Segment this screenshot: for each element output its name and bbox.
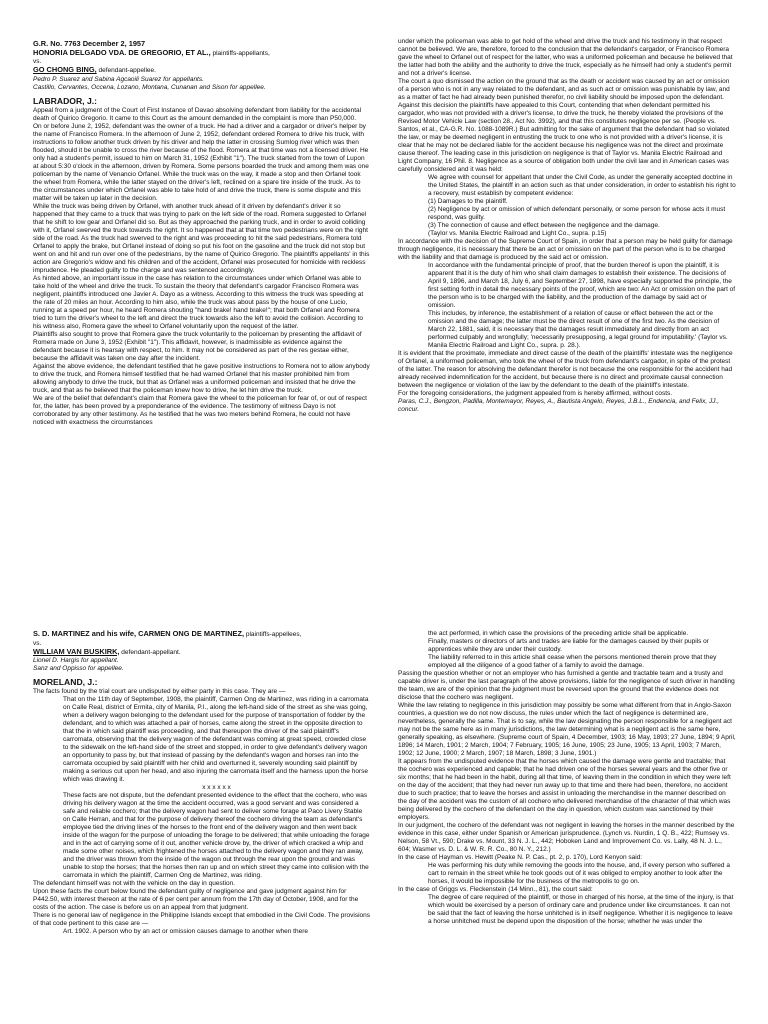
case2-quote-code (398, 630, 736, 670)
case2-paragraph: The facts found by the trial court are undisputed by either party in this case. They are — (33, 688, 286, 696)
case2-defendant-role: defendant-appellant. (119, 648, 181, 656)
quote-line: (3) The connection of cause and effect between the negligence and the damage. (428, 222, 660, 229)
quote-ellipsis: x x x x x x (202, 784, 231, 792)
case2-plaintiffs: S. D. MARTINEZ and his wife, CARMEN ONG DE MARTINEZ, (33, 630, 245, 638)
page2-right-column (398, 630, 736, 1024)
case1-header: G.R. No. 7763 December 2, 1957 (33, 40, 146, 48)
case2-quote-facts (33, 696, 370, 880)
case1-defendant-line (33, 66, 370, 76)
case1-counsel-appellee: Castillo, Cervantes, Occena, Lozano, Montana, Cunanan and Sison for appellee. (33, 83, 266, 91)
case1-paragraph: On or before June 2, 1952, defendant was the owner of a truck. He had a driver and a cargador or driver's helper by the name of Francisco Romera. In the afternoon of June 2, 1952, defendant ordered Romera to drive his truck, with instructions to follow another truck driven by his driver and help the latter in crossing Sumlog river which was then flooded, should it be unable to cross the river because of the flood. Romera at that time was not a licensed driver. He only had a student's permit, issued to him on March 31, 1952 (Exhibit "1"). The truck started from the town of Lupon at about 5:30 o'clock in the afternoon, driven by Romera. Some persons boarded the truck and among them was one policeman by the name of Venancio Orfanel. While the truck was on the way, it made a stop and then Orfanel took the wheel from Romera, while the latter stayed on the driver's left, reclined on a spare tire inside of the truck. As to the circumstances under which Orfanel was able to take hold of and drive the truck, there is some dispute and this matter will be taken up later in the decision. (33, 122, 369, 202)
case1-paragraph: It is evident that the proximate, immediate and direct cause of the death of the plaintiffs' intestate was the negligence of Orfanel, a uniformed policeman, who took the wheel of the truck from defendant's cargador, in spite of the protest of the latter. The reason for absolving the defendant therefor is not because the one responsible for the accident had already received indemnification for the accident, but because there is no direct and proximate causal connection between the negligence or violation of the law by the defendant to the death of the plaintiff's intestate. (398, 350, 733, 389)
case2-defendant: WILLIAM VAN BUSKIRK, (33, 646, 120, 656)
page1-right-column (398, 38, 736, 512)
case2-paragraph: Upon these facts the court below found the defendant guilty of negligence and gave judgment against him for P442.50, with interest thereon at the rate of 6 per cent per annum from the 17th day of October, 1908, and for the costs of the action. The case is before us on an appeal from that judgment. (33, 888, 359, 912)
case1-conclusion: For the foregoing considerations, the judgment appealed from is hereby affirmed, without costs. (398, 390, 673, 397)
quote-line: the act performed, in which case the provisions of the preceding article shall be applicable. (428, 630, 689, 637)
case2-paragraph: In our judgment, the cochero of the defendant was not negligent in leaving the horses in the manner described by the evidence in this case, either under Spanish or American jurisprudence. (Lynch vs. Nurdin, 1 Q. B., 422; Rumsey vs. Nelson, 58 Vt., 590; Drake vs. Mount, 33 N. J. L., 442; Hoboken Land and Improvement Co. vs. Lally, 48 N. J. L., 604; Wasmer vs. D. L. & W. R. R. Co., 80 N. Y., 212.) (398, 822, 735, 853)
case1-paragraph: Appeal from a judgment of the Court of First Instance of Davao absolving defendant from liability for the accidental death of Quirico Gregorio. It came to this Court as the amount demanded in the complaint is more than P50,000. (33, 106, 362, 122)
quote-line: (1) Damages to the plaintiff. (428, 198, 508, 205)
quote-line: Finally, masters or directors of arts and trades are liable for the damages caused by their pupils or apprentices while they are under their custody. (428, 638, 709, 653)
case2-defendant-line (33, 648, 370, 658)
case2-paragraph: It appears from the undisputed evidence that the horses which caused the damage were gentle and tractable; that the cochero was experienced and capable; that he had driven one of the horses several years and the other five or six months; that he had been in the habit, during all that time, of leaving them in the condition in which they were left on the day of the accident; that they had never run away up to that time and there had been, therefore, no accident due to such practice; that to leave the horses and assist in unloading the merchandise in the manner described on the day of the accident was the custom of all cochero who delivered merchandise of the character of that which was being delivered by the cochero of the defendant on the day in question, which custom was sanctioned by their employers. (398, 758, 731, 821)
quote-line: This includes, by inference, the establishment of a relation of cause or effect between the act or the omission and the damage; the latter must be the direct result of one of the first two. As the decision of March 22, 1881, said, it is necessary that the damages result immediately and directly from an act performed culpably and wrongfully; 'necessarily presupposing, a legal ground for imputability.' (Taylor vs. Manila Electric Railroad and Light Co., supra. p. 28.). (428, 310, 728, 349)
case2-justice: MORELAND, J.: (33, 677, 98, 688)
case2-quote-kenyon: He was performing his duty while removing the goods into the house, and, if every person who suffered a cart to remain in the street while he took goods out of it was obliged to employ another to look after the horses, it would be impossible for the business of the metropolis to go on. (428, 862, 730, 885)
case1-quote-taylor (398, 174, 736, 238)
quote-line: These facts are not dispute, but the defendant presented evidence to the effect that the cochero, who was driving his delivery wagon at the time the accident occurred, was a good servant and was considered a safe and reliable cochero; that the delivery wagon had sent to deliver some forage at Paco Livery Stable on Calle Herran, and that for the purpose of delivery thereof the cochero driving the team as defendant's employee tied the driving lines of the horses to the front end of the delivery wagon and then went back inside of the wagon for the purpose of unloading the forage to be delivered; that while unloading the forage and in the act of carrying some of it out, another vehicle drove by, the driver of which cracked a whip and made some other noises, which frightened the horses attached to the delivery wagon and they ran away, and the driver was thrown from the inside of the wagon out through the rear upon the ground and was unable to stop the horses; that the horses then ran up and on which street they came into collision with the carromata in which the plaintiff, Carmen Ong de Martinez, was riding. (63, 792, 370, 880)
case1-quote-spain (398, 262, 736, 350)
case2-title (33, 630, 370, 640)
case1-justice: LABRADOR, J.: (33, 95, 97, 106)
quote-line: We agree with counsel for appellant that under the Civil Code, as under the generally accepted doctrine in the United States, the plaintiff in an action such as that under consideration, in order to establish his right to a recovery, must establish by competent evidence: (428, 174, 736, 197)
case1-paragraph: Against the above evidence, the defendant testified that he gave positive instructions to Romera not to allow anybody to drive the truck, and Romera himself testified that he had warned Orfanel that his master prohibited him from allowing anybody to drive the truck, but that as Orfanel was a uniformed policeman and insisted that he drive the truck, and that as he believed that the policeman knew how to drive, he let him drive the truck. (33, 362, 370, 394)
case1-defendant-role: defendant-appellee. (96, 67, 156, 75)
case1-counsel-appellants: Pedro P. Suarez and Sabina Agcaoili Suarez for appellants. (33, 75, 204, 83)
case2-paragraph: There is no general law of negligence in the Philippine Islands except that embodied in the Civil Code. The provisions of that code pertinent to this case are — (33, 912, 370, 928)
case1-paragraph: We are of the belief that defendant's claim that Romera gave the wheel to the policeman for fear of, or out of respect for, the latter, has been proved by a preponderance of the evidence. The testimony of witness Dayo is not corroborated by any other testimony. As he testified that he was two meters behind Romera, he could not have noticed with exactness the circumstances (33, 394, 367, 426)
case1-concurrence: Paras, C.J., Bengzon, Padilla, Montemayor, Reyes, A., Bautista Angelo, Reyes, J.B.L., Endencia, and Felix, JJ., concur. (398, 398, 720, 413)
case1-paragraph: under which the policeman was able to get hold of the wheel and drive the truck and his testimony in that respect cannot be believed. We are, therefore, forced to the conclusion that the defendant's cargador, or Francisco Romera gave the wheel to Orfanel out of respect for the latter, who was a uniformed policeman and because he believed that the latter had both the ability and the authority to drive the truck, especially as he himself had only a student's permit and not a driver's license. (398, 38, 733, 77)
case1-defendant: GO CHONG BING, (33, 65, 97, 75)
case2-vs: vs. (33, 639, 42, 647)
case1-paragraph: While the truck was being driven by Orfanel, with another truck ahead of it driven by defendant's driver it so happened that they came to a truck that was trying to park on the left side of the road. Romera suggested to Orfanel that he shift to low gear and Orfanel did so. But as they approached the parking truck, and in order to avoid colliding with it, Orfanel swerved the truck towards the right. It so happened that at that time two pedestrians were on the right side of the road. As the truck had swerved to the right and was proceeding to hit the said pedestrians, Romera told Orfanel to apply the brake, but Orfanel instead of doing so put his foot on the gasoline and the truck did not stop but went on and hit and run over one of the pedestrians, by the name of Quirico Gregorio. The plaintiffs appellants' in this action are Gregorio's widow and his children and of the accident, Orfanel was prosecuted for homicide with reckless imprudence. He pleaded guilty to the charge and was sentenced accordingly. (33, 202, 370, 274)
case2-counsel-appellee: Sanz and Oppisso for appellee. (33, 665, 124, 673)
case1-paragraph: As hinted above, an important issue in the case has relation to the circumstances under which Orfanel was able to take hold of the wheel and drive the truck. To sustain the theory that defendant's cargador Francisco Romera was negligent, plaintiffs introduced one Javier A. Dayo as a witness. According to this witness the truck was speeding at the rate of 20 miles an hour. According to him also, while the truck was about pass by the house of one Lucio, running at a speed per hour, he heard Romera shouting "hand brake! hand brake!"; that both Orfanel and Romera tried to turn the driver's wheel to the left and direct the truck towards also the left to avoid the collision. According to his witness also, Romera gave the wheel to Orfanel voluntarily upon the request of the latter. (33, 274, 364, 330)
case1-plaintiffs-role: plaintiffs-appellants, (210, 49, 270, 57)
quote-line: The liability referred to in this article shall cease when the persons mentioned therein prove that they employed all the diligence of a good father of a family to avoid the damage. (428, 654, 717, 669)
quote-line: (2) Negligence by act or omission of which defendant personally, or some person for whose acts it must respond, was guilty. (428, 206, 726, 221)
case1-vs: vs. (33, 58, 42, 66)
case2-paragraph: The defendant himself was not with the vehicle on the day in question. (33, 880, 235, 888)
case1-paragraph: Plaintiffs also sought to prove that Romera gave the truck voluntarily to the policeman by presenting the affidavit of Romera made on June 3, 1952 (Exhibit "1"). This affidavit, however, is inadmissible as evidence against the defendant because it is hearsay with respect, to him. It may not be considered as part of the res gestae either, because the affidavit was taken one day after the incident. (33, 330, 362, 362)
case1-paragraph: In accordance with the decision of the Supreme Court of Spain, in order that a person may be held guilty for damage through negligence, it is necessary that there be an act or omission on the part of the person who is to be charged with the liability and that damage is produced by the said act or omission. (398, 238, 733, 261)
case2-paragraph: While the law relating to negligence in this jurisdiction may possibly be some what different from that in Anglo-Saxon countries, a question we do not now discuss, the rules under which the fact of negligence is determined are, nevertheless, generally the same. That is to say, while the law designating the person responsible for a negligent act may not be the same here as in many jurisdictions, the law determining what is a negligent act is the same here, generally speaking, as elsewhere. (Supreme court of Spain, 4 December, 1903; 16 May, 1893; 27 June, 1894; 9 April, 1896; 14 March, 1901; 2 March, 1904; 7 February, 1905; 16 June, 1905; 23 June, 1905; 13 April, 1903; 7 March, 1902; 12 June, 1900; 2 March, 1907; 18 March, 1898; 3 June, 1901.) (398, 702, 736, 757)
page1-left-column (33, 40, 370, 512)
document-page-2 (0, 512, 768, 1024)
case1-plaintiffs: HONORIA DELGADO VDA. DE GREGORIO, ET AL., (33, 47, 211, 57)
case2-article-1902: Art. 1902. A person who by an act or omission causes damage to another when there (63, 928, 308, 936)
case2-counsel-appellant: Lionel D. Hargis for appellant. (33, 657, 119, 665)
case1-title (33, 49, 370, 59)
case2-paragraph: Passing the question whether or not an employer who has furnished a gentle and tractable team and a trusty and capable driver is, under the last paragraph of the above provisions, liable for the negligence of such driver in handling the team, we are of the opinion that the judgment must be reversed upon the ground that the evidence does not disclose that the cochero was negligent. (398, 670, 735, 701)
quote-line: (Taylor vs. Manila Electric Railroad and Light Co., supra. p.15) (428, 230, 607, 237)
case2-plaintiffs-role: plaintiffs-appellees, (244, 631, 302, 638)
quote-line: That on the 11th day of September, 1908, the plaintiff, Carmen Ong de Martinez, was riding in a carromata on Calle Real, district of Ermita, city of Manila, P.I., along the left-hand side of the street as she was going, when a delivery wagon belonging to the defendant used for the purpose of transportation of fodder by the defendant, and to which was attached a pair of horses, came along the street in the opposite direction to that the in which said plaintiff was proceeding, and that thereupon the driver of the said plaintiff's carromata, observing that the delivery wagon of the defendant was coming at great speed, crowded close to the sidewalk on the left-hand side of the street and stopped, in order to give defendant's delivery wagon an opportunity to pass by, but that instead of passing by the defendant's wagon and horses ran into the carromata occupied by said plaintiff with her child and overturned it, severely wounding said plaintiff by making a serious cut upon her head, and also injuring the carromata itself and the harness upon the horse which was drawing it. (63, 696, 369, 784)
case2-paragraph: In the case of Hayman vs. Hewitt (Peake N. P. Cas., pt. 2, p. 170), Lord Kenyon said: (398, 854, 643, 861)
case1-paragraph: The court a quo dismissed the action on the ground that as the death or accident was caused by an act or omission of a person who is not in any way related to the defendant, and as such act or omission was punishable by law, and as a matter of fact he had already been punished therefor, no civil liability should be imposed upon the defendant. Against this decision the plaintiffs have appealed to this Court, contending that when defendant permitted his cargador, who was not provided with a driver's license, to drive the truck, he thereby violated the provisions of the Revised Motor Vehicle Law (section 28., Act No. 3992), and that this constitutes negligence per se. (People vs. Santos, et al., CA-G.R. No. 1088-1089R.) But admitting for the sake of argument that the defendant had so violated the law, or may be deemed negligent in entrusting the truck to one who is not provided with a driver's license, it is clear that he may not be declared liable for the accident because his negligence was not the direct and proximate cause thereof. The leading case in this jurisdiction on negligence is that of Taylor vs. Manila Electric Railroad and Light Company, 16 Phil. 8. Negligence as a source of obligation both under the civil law and in American cases was carefully considered and it was held: (398, 78, 730, 173)
case2-quote-griggs: The degree of care required of the plaintiff, or those in charged of his horse, at the time of the injury, is that which would be exercised by a person of ordinary care and prudence under like circumstances. It can not be said that the fact of leaving the horse unhitched is in itself negligence. Whether it is negligence to leave a horse unhitched must be depend upon the disposition of the horse; whether he was under the (428, 894, 734, 925)
case2-paragraph: In the case of Griggs vs. Fleckenstein (14 Minn., 81), the court said: (398, 886, 593, 893)
quote-line: In accordance with the fundamental principle of proof, that the burden thereof is upon the plaintiff, it is apparent that it is the duty of him who shall claim damages to establish their existence. The decisions of April 9, 1896, and March 18, July 6, and September 27, 1898, have especially supported the principle, the first setting forth in detail the necessary points of the proof, which are two: An Act or omission on the part of the person who is to be charged with the liability, and the production of the damage by said act or omission. (428, 262, 736, 309)
page2-left-column (33, 630, 370, 1024)
